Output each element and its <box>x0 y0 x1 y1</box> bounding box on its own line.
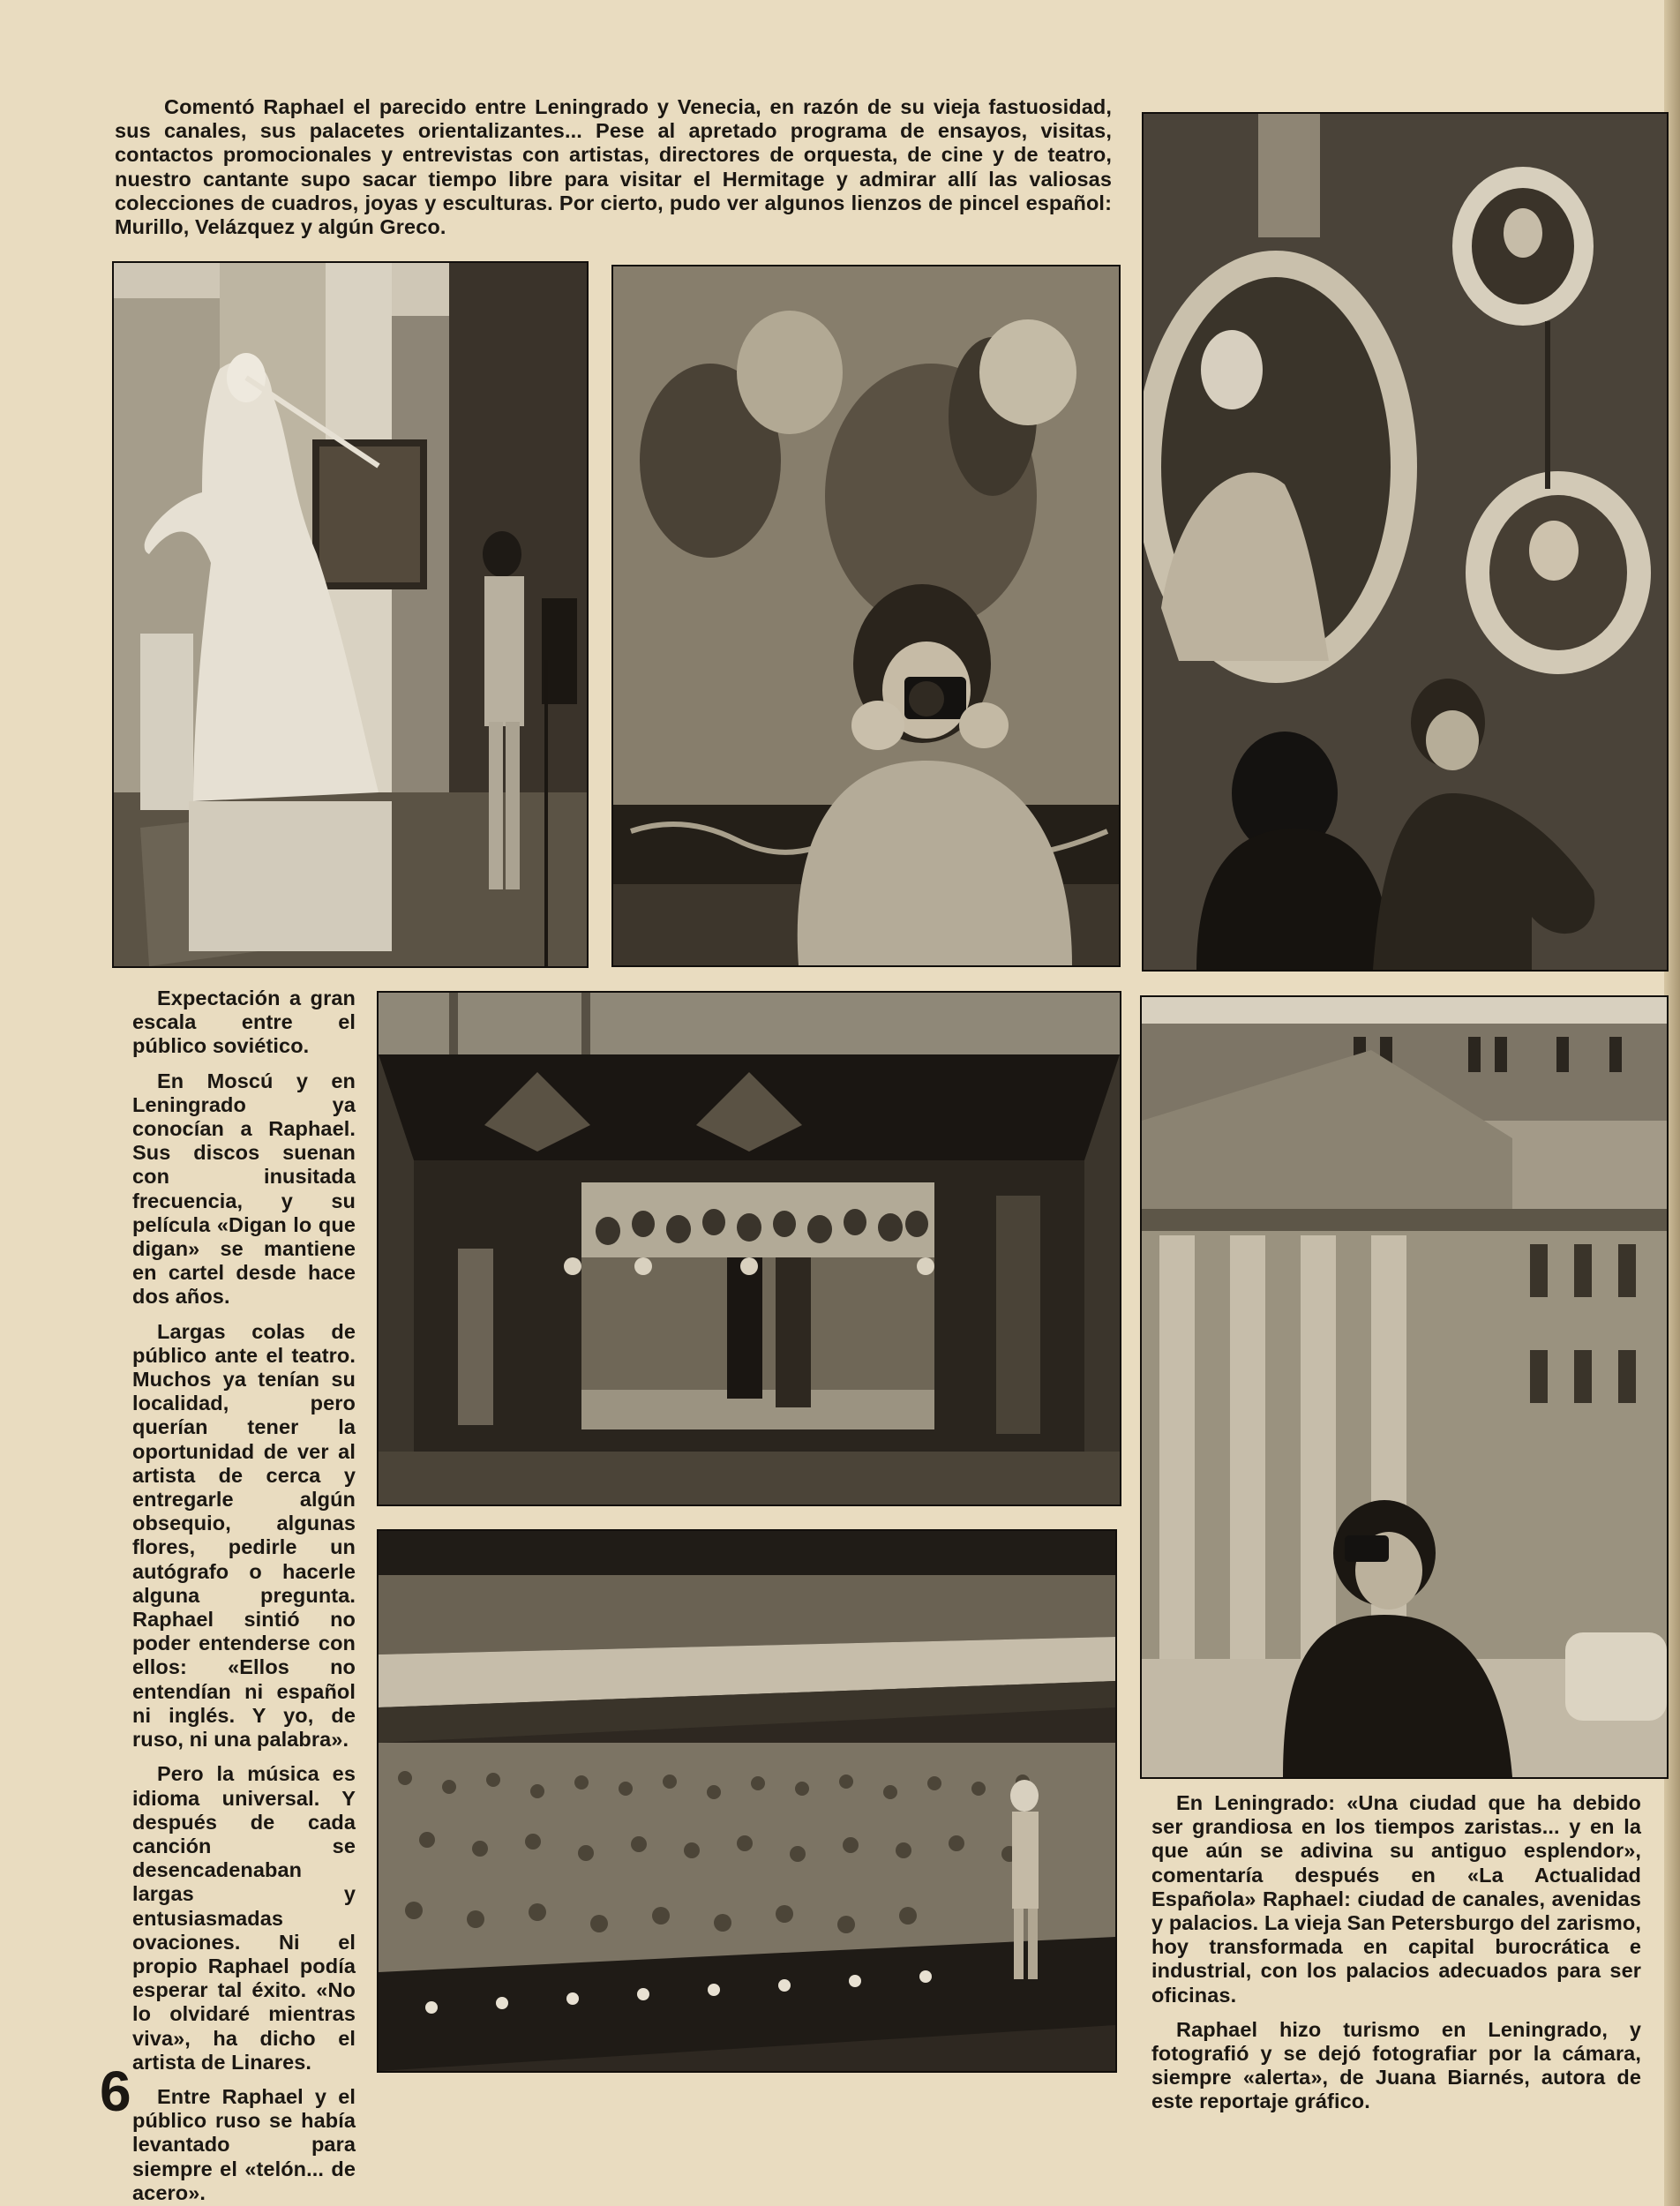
painting-camera-image <box>613 266 1119 965</box>
caption-paragraph: En Leningrado: «Una ciudad que ha debido ser grandiosa en los tiempos zaristas... y en la que aún se adivina su antiguo esplendor», comentaría después en «La Actualidad Española» Raphael: ciudad de canales, avenidas y palacios. La vieja San Petersburgo del zarismo, hoy transformada en capital burocrática e industrial, con los palacios adecuados para ser oficinas. <box>1151 1791 1641 2007</box>
left-column-paragraph: Pero la música es idioma universal. Y después de cada canción se desencadenaban largas y entusiasmadas ovaciones. Ni el propio Raphael podía esperar tal éxito. «No lo olvidaré mientras viva», ha dicho el artista de Linares. <box>132 1762 356 2074</box>
left-column-paragraph: Expectación a gran escala entre el público soviético. <box>132 987 356 1058</box>
theatre-entrance-photo <box>377 991 1121 1506</box>
page-number: 6 <box>100 2060 131 2123</box>
hermitage-statue-image <box>114 263 587 966</box>
left-column-paragraph: Largas colas de público ante el teatro. Muchos ya tenían su localidad, pero querían tener la oportunidad de ver al artista de cerca y entregarle algún obsequio, algunas flores, pedirle un autógrafo o hacerle alguna pregunta. Raphael sintió no poder entenderse con ellos: «Ellos no entendían ni español ni inglés. Y yo, de ruso, ni una palabra». <box>132 1319 356 1752</box>
intro-paragraph: Comentó Raphael el parecido entre Leningrado y Venecia, en razón de su vieja fastuosidad, sus canales, sus palacetes orientalizantes... Pese al apretado programa de ensayos, visitas, contactos promocionales y entrevistas con artistas, directores de orquesta, de cine y de teatro, nuestro cantante supo sacar tiempo libre para visitar el Hermitage y admirar allí las valiosas colecciones de cuadros, joyas y esculturas. Por cierto, pudo ver algunos lienzos de pincel español: Murillo, Velázquez y algún Greco. <box>115 95 1112 239</box>
theatre-entrance-image <box>379 993 1120 1504</box>
leningrado-caption <box>1151 1791 1641 2114</box>
portraits-gallery-photo <box>1142 112 1669 972</box>
intro-paragraph-block <box>115 95 1112 239</box>
concert-auditorium-image <box>379 1531 1115 2071</box>
theatre-facade-photo <box>1140 995 1669 1779</box>
painting-camera-photo <box>611 265 1121 967</box>
theatre-facade-image <box>1142 997 1667 1777</box>
portraits-gallery-image <box>1144 114 1667 970</box>
left-column-paragraph: En Moscú y en Leningrado ya conocían a Raphael. Sus discos suenan con inusitada frecuencia, y su película «Digan lo que digan» se mantiene en cartel desde hace dos años. <box>132 1069 356 1309</box>
left-column-text <box>132 987 356 2205</box>
hermitage-statue-photo <box>112 261 589 968</box>
caption-paragraph: Raphael hizo turismo en Leningrado, y fotografió y se dejó fotografiar por la cámara, siempre «alerta», de Juana Biarnés, autora de este reportaje gráfico. <box>1151 2017 1641 2113</box>
left-column-paragraph: Entre Raphael y el público ruso se había levantado para siempre el «telón... de acero». <box>132 2084 356 2204</box>
concert-auditorium-photo <box>377 1529 1117 2073</box>
